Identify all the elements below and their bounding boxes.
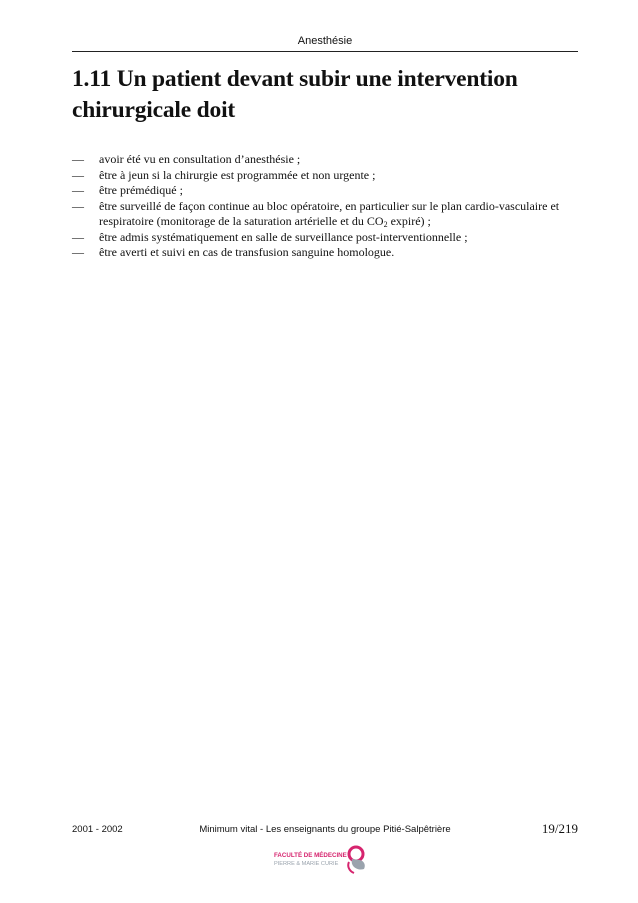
list-item-text: [99, 199, 559, 229]
list-dash: —: [72, 245, 84, 259]
footer-years: 2001 - 2002: [72, 824, 123, 835]
list-item-text-end: expiré) ;: [387, 214, 431, 228]
list-item-text: avoir été vu en consultation d’anesthésie ;: [99, 152, 301, 166]
header-rule: [72, 51, 578, 52]
list-dash: —: [72, 167, 84, 182]
list-item-text: être prémédiqué ;: [99, 183, 183, 197]
running-header: Anesthésie: [297, 35, 353, 47]
list-dash: —: [72, 198, 84, 213]
list-dash: —: [72, 152, 84, 166]
section-title: 1.11 Un patient devant subir une intervention chirurgicale doit: [72, 66, 518, 123]
list-item-text-main: être surveillé de façon continue au bloc opératoire, en particulier sur le plan cardio-vasculaire et respiratoire (monitorage de la saturation artérielle et du CO: [99, 198, 560, 228]
footer-credits: Minimum vital - Les enseignants du groupe Pitié-Salpêtrière: [199, 824, 451, 835]
list-item: [72, 199, 588, 230]
list-item-text: être admis systématiquement en salle de surveillance post-interventionnelle ;: [99, 229, 468, 244]
logo-line-2: PIERRE & MARIE CURIE: [274, 861, 339, 867]
co2-subscript: 2: [383, 220, 388, 229]
requirements-list: [72, 152, 588, 261]
list-item: [72, 168, 588, 184]
logo-emblem-icon: [348, 847, 365, 873]
list-item: [72, 152, 588, 168]
list-dash: —: [72, 183, 84, 197]
faculty-logo: [272, 843, 372, 877]
logo-line-1: FACULTÉ DE MÉDECINE: [274, 852, 347, 859]
list-item: [72, 230, 588, 246]
list-item-text: être à jeun si la chirurgie est programmée et non urgente ;: [99, 167, 376, 182]
list-item: [72, 183, 588, 199]
list-dash: —: [72, 229, 84, 244]
page-number: 19/219: [541, 821, 578, 836]
list-item: [72, 245, 588, 261]
list-item-text: être averti et suivi en cas de transfusion sanguine homologue.: [99, 245, 395, 259]
